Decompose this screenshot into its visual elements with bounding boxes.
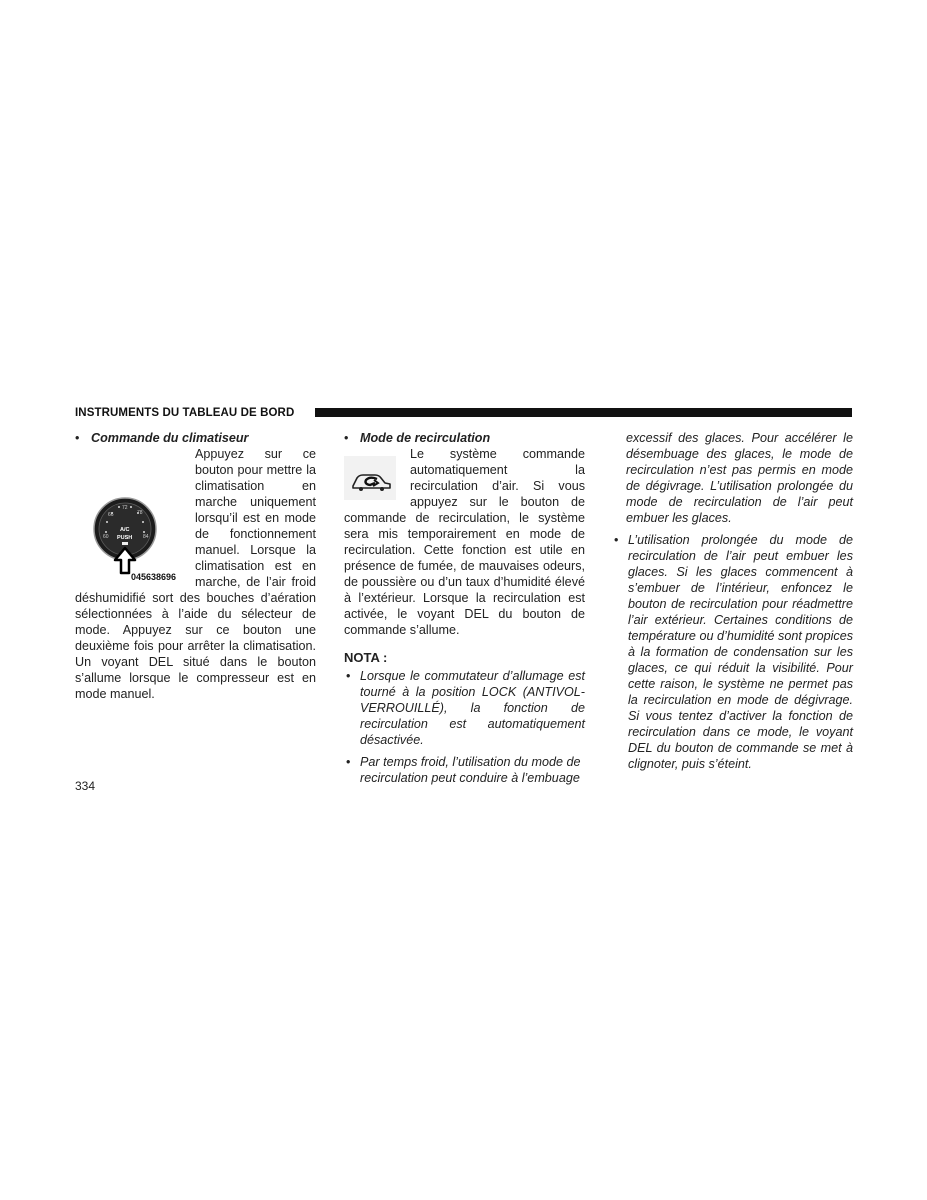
recirculation-heading: • Mode de recirculation bbox=[344, 430, 585, 446]
continued-list bbox=[612, 532, 853, 772]
dial-push-label: PUSH bbox=[117, 535, 133, 541]
ac-control-heading: • Commande du climatiseur bbox=[75, 430, 316, 446]
list-item: • Lorsque le commutateur d’allumage est tourné à la position LOCK (ANTIVOL-VERROUILLÉ), la fonction de recirculation est automatiquement désactivée. bbox=[344, 668, 585, 748]
dial-tick-66: 66 bbox=[108, 512, 114, 518]
recirculation-figure bbox=[344, 450, 402, 502]
continued-text: excessif des glaces. Pour accélérer le désembuage des glaces, le mode de recirculation n’est pas permis en mode de dégivrage. L’utilisation prolongée du mode de recirculation de l’air peut embuer les glaces. bbox=[626, 431, 853, 525]
dial-ac-label: A/C bbox=[120, 527, 130, 533]
page-header bbox=[75, 406, 852, 420]
figure-code: 045638696 bbox=[131, 572, 177, 582]
recirculation-text: Le système commande automatiquement la recirculation d’air. Si vous appuyez sur le bouton de commande de recirculation, le système sera mis temporairement en mode de recirculation. Cette fonction est utile en présence de fumée, de mauvaises odeurs, de poussière ou d’un taux d’humidité élevé à l’extérieur. Lorsque la recirculation est activée, le voyant DEL du bouton de commande s’allume. bbox=[344, 447, 585, 637]
page-number: 334 bbox=[75, 779, 96, 793]
column-continued bbox=[612, 430, 853, 778]
header-rule bbox=[315, 408, 852, 417]
column-recirculation bbox=[344, 430, 585, 792]
section-title: INSTRUMENTS DU TABLEAU DE BORD bbox=[75, 407, 295, 419]
list-item: • Par temps froid, l’utilisation du mode de recirculation peut conduire à l’embuage bbox=[344, 754, 585, 786]
list-item: • L’utilisation prolongée du mode de recirculation de l’air peut embuer les glaces. Si les glaces commencent à s’embuer de l’intérieur, enfoncez le bouton de recirculation pour réadmettre l’air extérieur. Certaines conditions de température ou d’humidité sont propices à la formation de condensation sur les glaces, ce qui réduit la visibilité. Pour cette raison, le système ne permet pas la recirculation en mode de dégivrage. Si vous tentez d’activer la fonction de recirculation dans ce mode, le voyant DEL du bouton de commande se met à clignoter, puis s’éteint. bbox=[612, 532, 853, 772]
dial-tick-60: 60 bbox=[103, 534, 109, 540]
nota-label: NOTA : bbox=[344, 650, 388, 665]
nota-list bbox=[344, 668, 585, 786]
dial-tick-78: 78 bbox=[137, 510, 143, 516]
ac-button-figure bbox=[75, 450, 189, 588]
ac-control-text: Appuyez sur ce bouton pour mettre la climatisation en marche uniquement lorsqu’il est en mode de fonctionnement manuel. Lorsque la climatisation est en marche, de l’air froid déshumidifié sort des bouches d’aération sélectionnées à l’aide du sélecteur de mode. Appuyez sur ce bouton une deuxième fois pour arrêter la climatisation. Un voyant DEL situé dans le bouton s’allume lorsque le compresseur est en mode manuel. bbox=[75, 447, 316, 701]
dial-tick-84: 84 bbox=[143, 534, 149, 540]
recirculation-icon bbox=[344, 450, 402, 502]
column-ac-control bbox=[75, 430, 316, 702]
dial-tick-72: 72 bbox=[122, 505, 128, 511]
ac-dial-icon bbox=[75, 450, 189, 588]
